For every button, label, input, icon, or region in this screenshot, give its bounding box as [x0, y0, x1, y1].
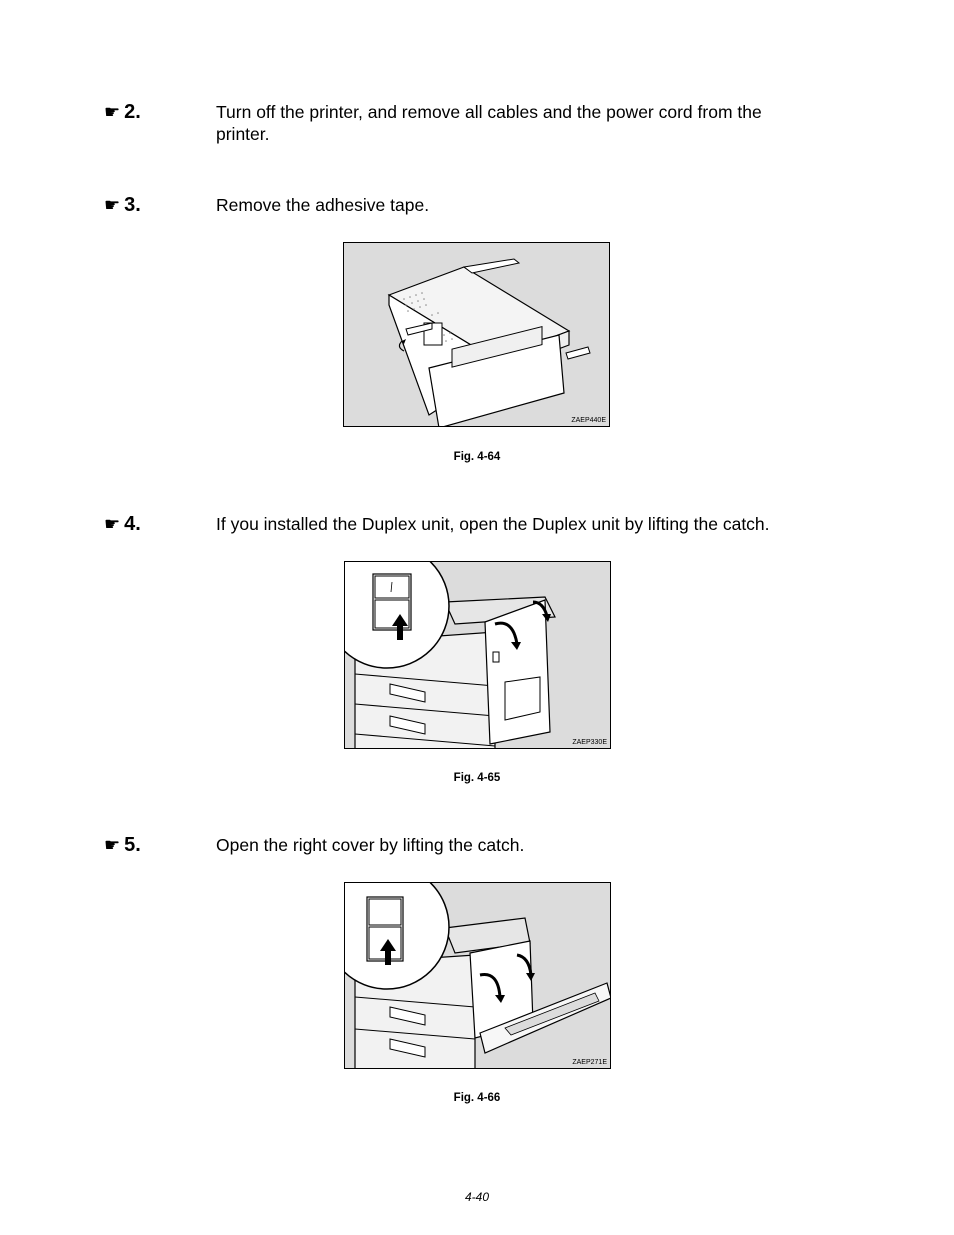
figure-code: ZAEP271E — [572, 1059, 607, 1066]
figure-duplex-unit-tape — [343, 242, 610, 427]
duplex-unit-illustration — [344, 243, 610, 427]
figure-code: ZAEP440E — [571, 417, 606, 424]
step-marker — [104, 513, 141, 535]
page-number: 4-40 — [464, 1190, 490, 1204]
figure-caption: Fig. 4-66 — [453, 1092, 501, 1104]
step-marker — [104, 101, 141, 123]
printer-duplex-open-illustration — [345, 562, 611, 749]
figure-open-duplex-unit — [344, 561, 611, 749]
step-number: 3. — [124, 194, 141, 216]
step-text: Turn off the printer, and remove all cables and the power cord from the printer. — [216, 102, 762, 144]
step-number: 5. — [124, 834, 141, 856]
figure-code: ZAEP330E — [572, 739, 607, 746]
pointing-hand-icon: ☛ — [104, 102, 121, 122]
pointing-hand-icon: ☛ — [104, 835, 121, 855]
pointing-hand-icon: ☛ — [104, 195, 121, 215]
step-number: 4. — [124, 513, 141, 535]
step-text: If you installed the Duplex unit, open the Duplex unit by lifting the catch. — [216, 514, 770, 534]
step-text: Remove the adhesive tape. — [216, 195, 430, 215]
figure-open-right-cover — [344, 882, 611, 1069]
printer-right-cover-open-illustration — [345, 883, 611, 1069]
figure-caption: Fig. 4-65 — [453, 772, 501, 784]
step-text: Open the right cover by lifting the catch. — [216, 835, 525, 855]
step-marker — [104, 834, 141, 856]
step-number: 2. — [124, 101, 141, 123]
pointing-hand-icon: ☛ — [104, 514, 121, 534]
figure-caption: Fig. 4-64 — [453, 451, 501, 463]
step-marker — [104, 194, 141, 216]
